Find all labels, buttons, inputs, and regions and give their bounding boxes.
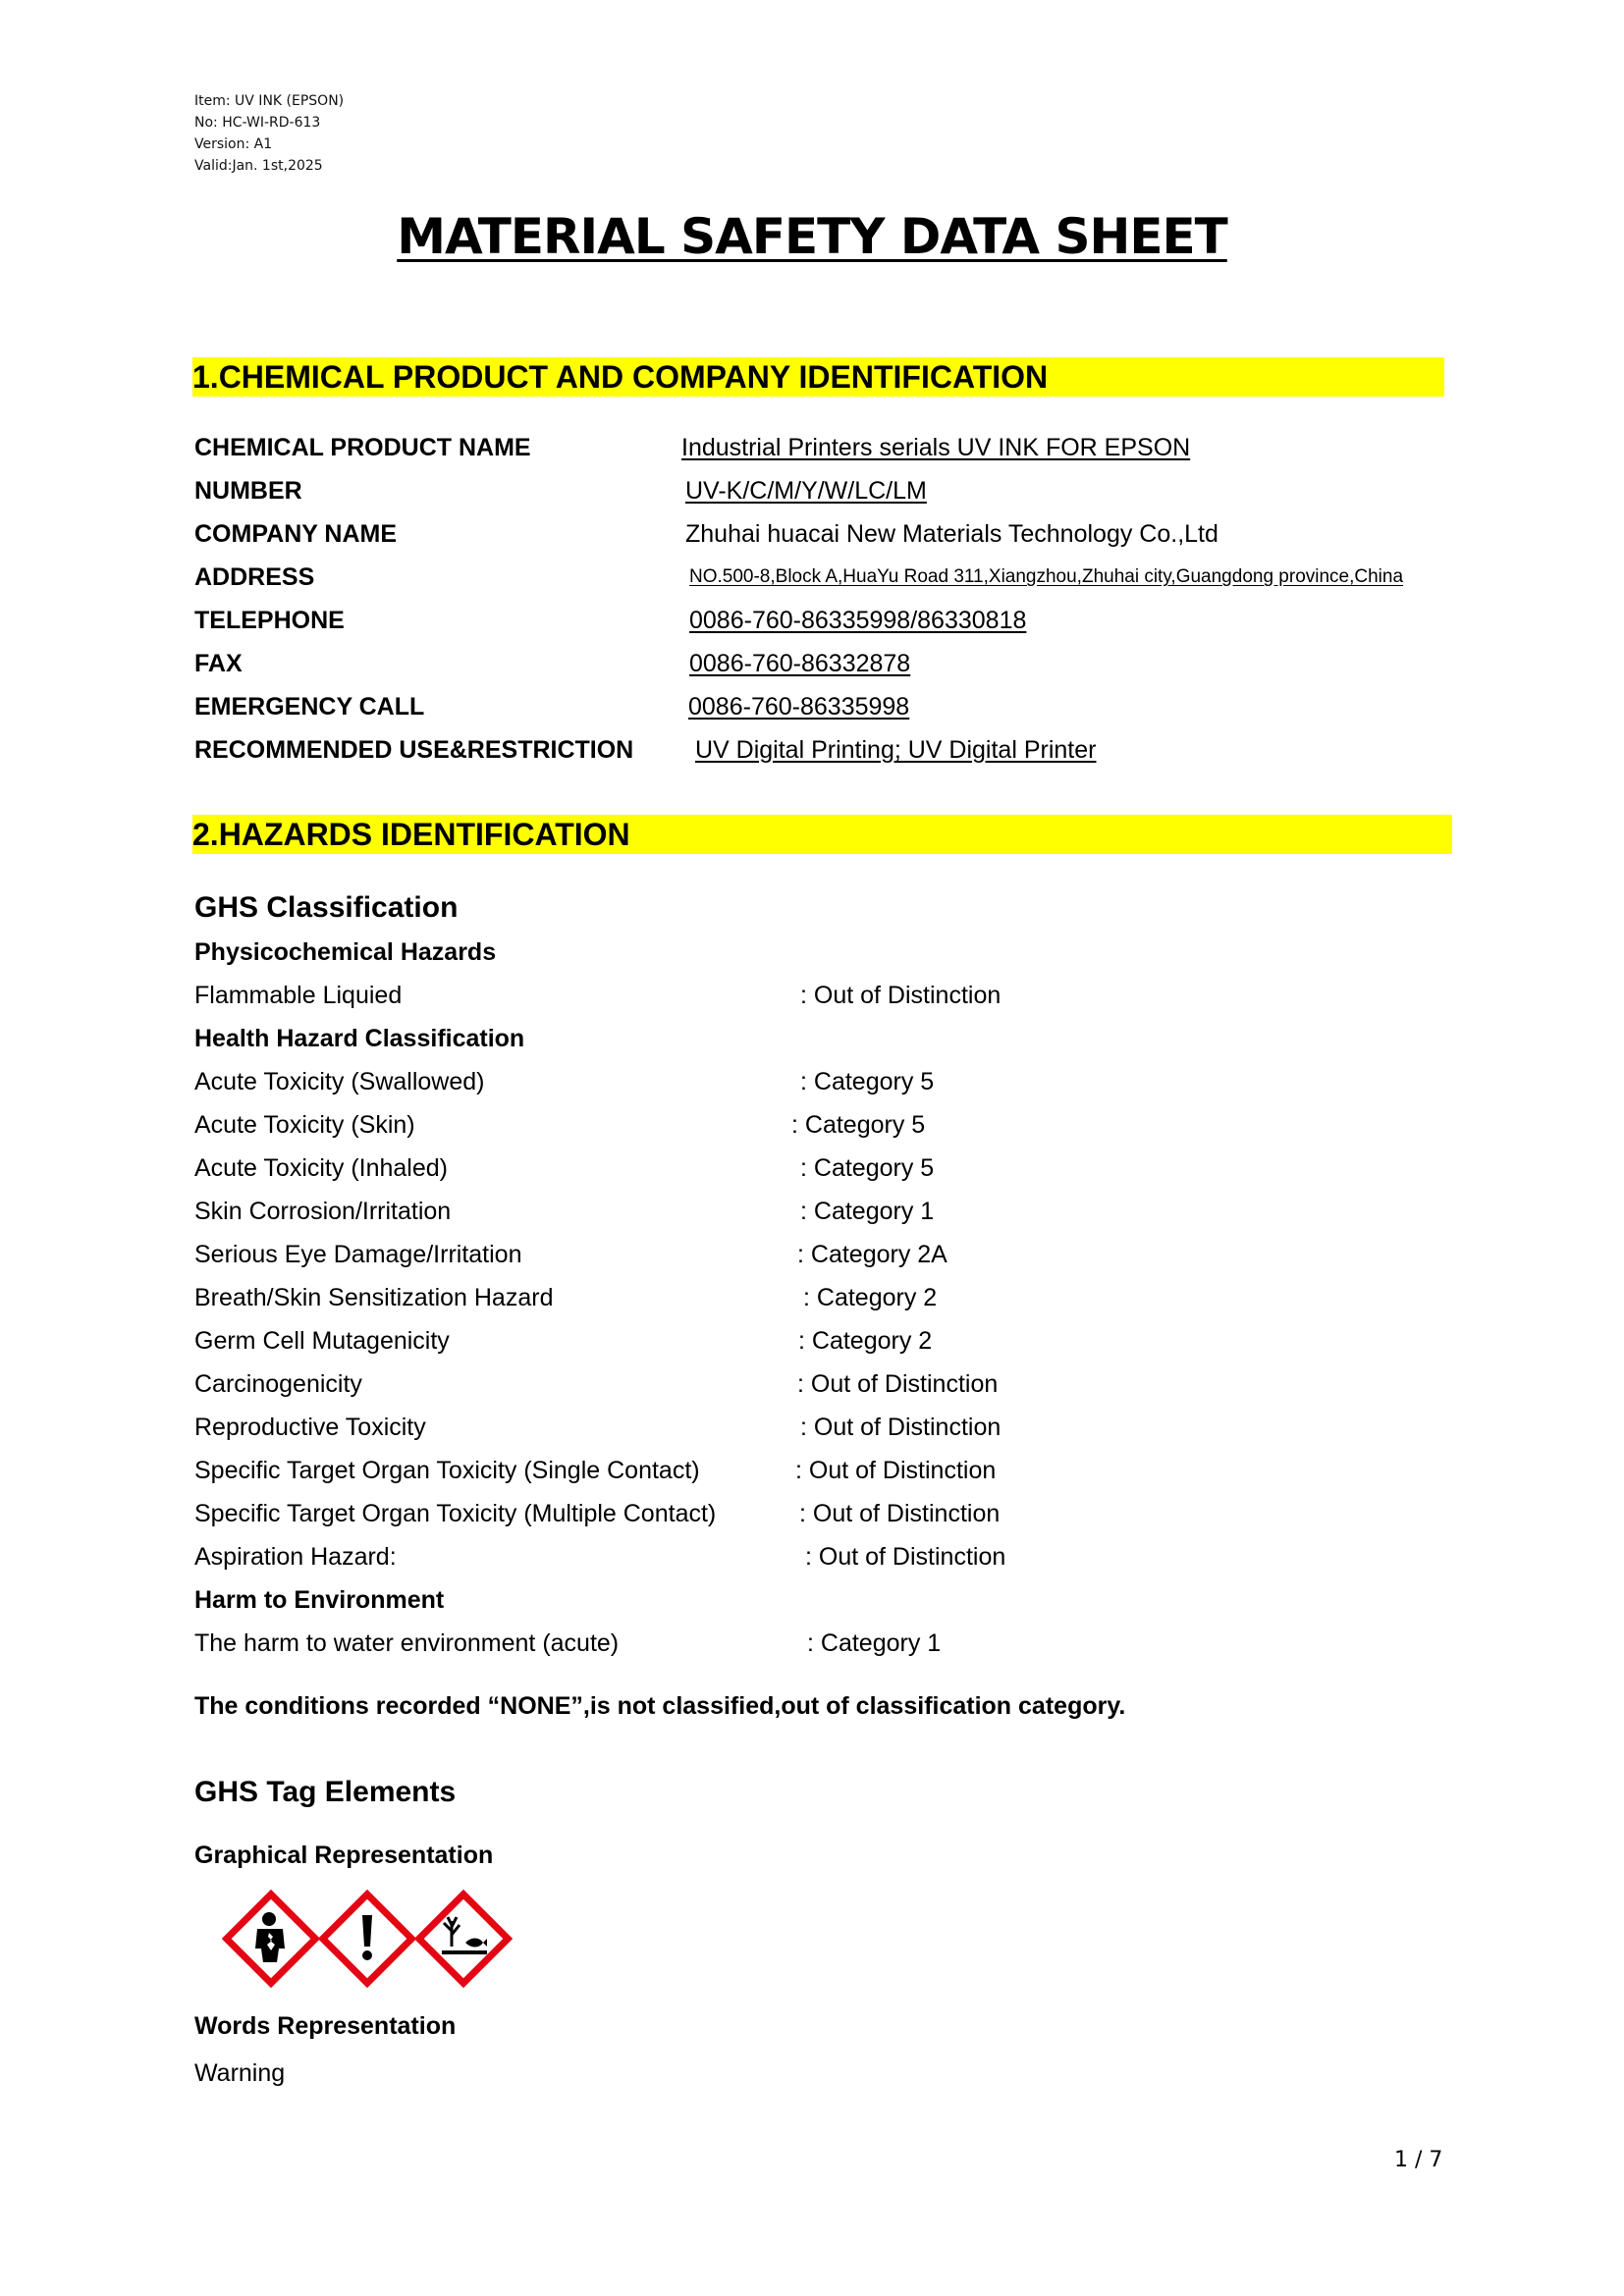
hazard-value: : Category 1 [800, 1198, 935, 1225]
hazard-value: : Category 1 [807, 1629, 942, 1657]
hazard-label: Aspiration Hazard: [194, 1543, 397, 1571]
ghs-classification-heading: GHS Classification [194, 891, 459, 924]
meta-item: Item: UV INK (EPSON) [194, 93, 345, 109]
hazard-label: Acute Toxicity (Swallowed) [194, 1068, 485, 1095]
hazard-row [194, 1494, 1373, 1533]
ghs-pictograms [222, 1890, 516, 1988]
hazard-value: : Out of Distinction [797, 1370, 999, 1398]
page-number: 1 / 7 [1394, 2148, 1443, 2172]
id-row-address [194, 558, 1471, 597]
hazard-value: : Out of Distinction [805, 1543, 1006, 1571]
id-row-fax [194, 644, 1471, 683]
hazard-row [194, 1235, 1373, 1274]
signal-word: Warning [194, 2059, 286, 2087]
hazard-label: Acute Toxicity (Inhaled) [194, 1154, 448, 1182]
environment-heading: Harm to Environment [194, 1586, 445, 1614]
document-title-text: MATERIAL SAFETY DATA SHEET [397, 208, 1227, 265]
hazard-row [194, 1105, 1373, 1145]
hazard-value: : Category 2A [797, 1241, 947, 1268]
hazard-value: : Out of Distinction [800, 1414, 1001, 1441]
hazard-label: Specific Target Organ Toxicity (Multiple Contact) [194, 1500, 717, 1527]
hazard-value: : Out of Distinction [799, 1500, 1001, 1527]
id-label: COMPANY NAME [194, 520, 398, 548]
hazard-label: Flammable Liquied [194, 982, 403, 1009]
id-label: EMERGENCY CALL [194, 693, 425, 721]
document-title [0, 202, 1624, 271]
hazard-value: : Category 2 [803, 1284, 938, 1311]
id-value: 0086-760-86335998/86330818 [689, 607, 1027, 634]
hazard-row [194, 1408, 1373, 1447]
environment-icon [419, 1895, 509, 1984]
health-hazard-heading: Health Hazard Classification [194, 1025, 525, 1052]
hazard-label: The harm to water environment (acute) [194, 1629, 620, 1657]
hazard-label: Breath/Skin Sensitization Hazard [194, 1284, 554, 1311]
hazard-row [194, 976, 1373, 1015]
meta-valid: Valid:Jan. 1st,2025 [194, 158, 323, 174]
physicochemical-heading: Physicochemical Hazards [194, 938, 497, 966]
id-row-company-name [194, 514, 1471, 554]
exclamation-mark-icon [323, 1895, 412, 1984]
hazard-value: : Category 5 [800, 1154, 935, 1182]
id-value: UV-K/C/M/Y/W/LC/LM [685, 477, 927, 505]
classification-note: The conditions recorded “NONE”,is not classified,out of classification category. [194, 1692, 1126, 1720]
health-hazard-icon [227, 1895, 316, 1984]
hazard-value: : Out of Distinction [795, 1457, 997, 1484]
hazard-row [194, 1148, 1373, 1188]
meta-version: Version: A1 [194, 136, 273, 152]
hazard-row [194, 1364, 1373, 1404]
hazard-label: Serious Eye Damage/Irritation [194, 1241, 522, 1268]
id-label: CHEMICAL PRODUCT NAME [194, 434, 531, 461]
hazard-label: Carcinogenicity [194, 1370, 362, 1398]
id-row-recommended-use [194, 730, 1471, 770]
id-row-emergency-call [194, 687, 1471, 726]
id-label: NUMBER [194, 477, 302, 505]
id-row-telephone [194, 601, 1471, 640]
graphical-representation-heading: Graphical Representation [194, 1842, 494, 1869]
hazard-row [194, 1192, 1373, 1231]
id-value: 0086-760-86332878 [689, 650, 911, 677]
hazard-row [194, 1062, 1373, 1101]
hazard-label: Reproductive Toxicity [194, 1414, 426, 1441]
hazard-label: Germ Cell Mutagenicity [194, 1327, 450, 1355]
id-value: Zhuhai huacai New Materials Technology Co.,Ltd [685, 520, 1218, 548]
hazard-value: : Category 5 [800, 1068, 935, 1095]
id-row-number [194, 471, 1471, 510]
hazard-value: : Category 2 [798, 1327, 933, 1355]
hazard-value: : Category 5 [791, 1111, 926, 1139]
ghs-tag-elements-heading: GHS Tag Elements [194, 1776, 457, 1808]
hazard-row [194, 1321, 1373, 1361]
id-value: 0086-760-86335998 [688, 693, 910, 721]
id-value: Industrial Printers serials UV INK FOR EPSON [681, 434, 1191, 461]
id-value: UV Digital Printing; UV Digital Printer [695, 736, 1097, 764]
hazard-row [194, 1451, 1373, 1490]
hazard-label: Specific Target Organ Toxicity (Single Contact) [194, 1457, 700, 1484]
id-label: ADDRESS [194, 563, 315, 591]
id-label: TELEPHONE [194, 607, 345, 634]
section-1-heading: 1.CHEMICAL PRODUCT AND COMPANY IDENTIFICATION [192, 357, 1444, 397]
id-value: NO.500-8,Block A,HuaYu Road 311,Xiangzhou,Zhuhai city,Guangdong province,China [689, 566, 1404, 587]
section-2-heading: 2.HAZARDS IDENTIFICATION [192, 815, 1452, 854]
meta-number: No: HC-WI-RD-613 [194, 115, 321, 131]
hazard-label: Skin Corrosion/Irritation [194, 1198, 452, 1225]
id-row-product-name [194, 428, 1471, 467]
hazard-label: Acute Toxicity (Skin) [194, 1111, 415, 1139]
hazard-row [194, 1537, 1373, 1576]
document-meta [194, 90, 344, 177]
hazard-row [194, 1624, 1373, 1663]
words-representation-heading: Words Representation [194, 2012, 457, 2040]
hazard-value: : Out of Distinction [800, 982, 1001, 1009]
id-label: RECOMMENDED USE&RESTRICTION [194, 736, 634, 764]
id-label: FAX [194, 650, 243, 677]
hazard-row [194, 1278, 1373, 1317]
